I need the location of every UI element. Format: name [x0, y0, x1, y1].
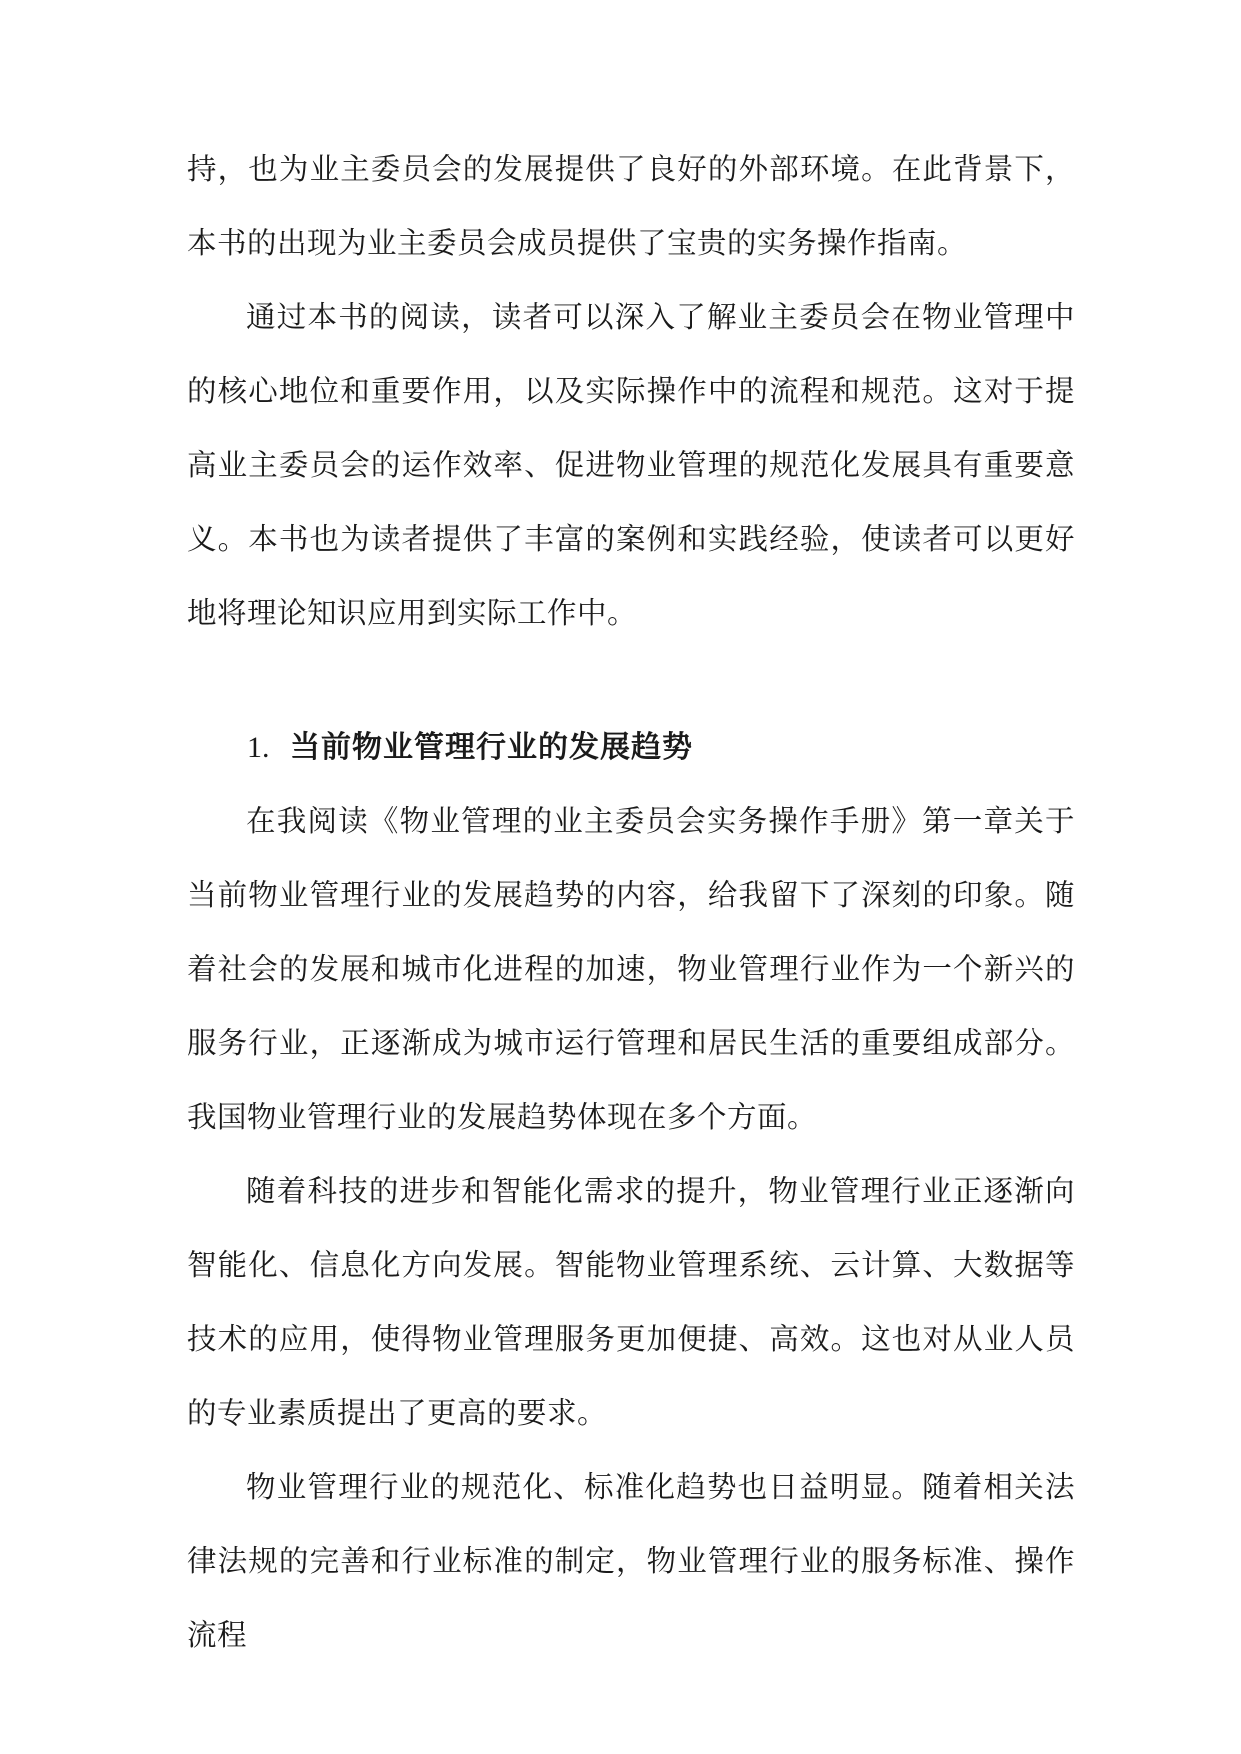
- paragraph: 随着科技的进步和智能化需求的提升，物业管理行业正逐渐向智能化、信息化方向发展。智能物业管理系统、云计算、大数据等技术的应用，使得物业管理服务更加便捷、高效。这也对从业人员的专业素质提出了更高的要求。: [187, 1176, 1075, 1430]
- paragraph: 持，也为业主委员会的发展提供了良好的外部环境。在此背景下，本书的出现为业主委员会成员提供了宝贵的实务操作指南。: [187, 154, 1075, 260]
- paragraph: 在我阅读《物业管理的业主委员会实务操作手册》第一章关于当前物业管理行业的发展趋势的内容，给我留下了深刻的印象。随着社会的发展和城市化进程的加速，物业管理行业作为一个新兴的服务行业，正逐渐成为城市运行管理和居民生活的重要组成部分。我国物业管理行业的发展趋势体现在多个方面。: [187, 806, 1075, 1134]
- paragraph: 物业管理行业的规范化、标准化趋势也日益明显。随着相关法律法规的完善和行业标准的制定，物业管理行业的服务标准、操作流程: [187, 1472, 1075, 1652]
- paragraph: 通过本书的阅读，读者可以深入了解业主委员会在物业管理中的核心地位和重要作用，以及实际操作中的流程和规范。这对于提高业主委员会的运作效率、促进物业管理的规范化发展具有重要意义。本书也为读者提供了丰富的案例和实践经验，使读者可以更好地将理论知识应用到实际工作中。: [187, 302, 1075, 630]
- heading-number: 1.: [247, 731, 270, 764]
- heading-text: 当前物业管理行业的发展趋势: [290, 731, 693, 764]
- section-heading: [187, 711, 1075, 785]
